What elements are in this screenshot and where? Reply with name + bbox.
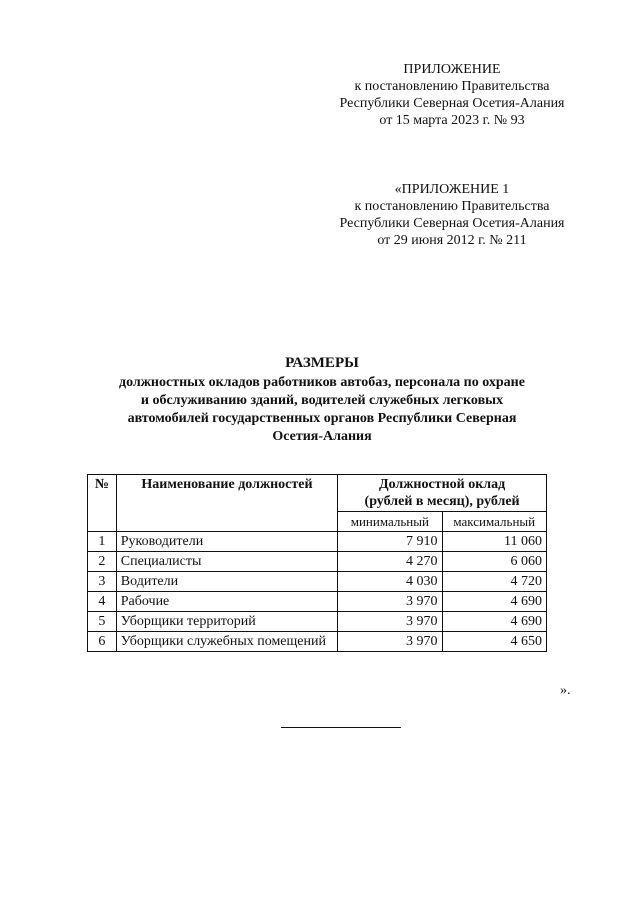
salary-header-line: Должностной оклад [378, 477, 506, 492]
salary-header-line: (рублей в месяц), рублей [364, 494, 520, 509]
row-minimum: 3 970 [338, 592, 442, 612]
row-maximum: 4 690 [442, 592, 547, 612]
document-subtitle-line: и обслуживанию зданий, водителей служебных легковых [140, 393, 504, 408]
row-minimum: 4 030 [338, 572, 442, 592]
row-number: 5 [88, 612, 117, 632]
row-minimum: 3 970 [338, 632, 442, 652]
row-number: 3 [88, 572, 117, 592]
table-header-row [88, 475, 547, 512]
row-position: Уборщики территорий [116, 612, 337, 632]
row-maximum: 4 720 [442, 572, 547, 592]
salary-table [87, 474, 547, 652]
annex-header-line: к постановлению Правительства [354, 79, 550, 94]
row-number: 4 [88, 592, 117, 612]
row-minimum: 3 970 [338, 612, 442, 632]
document-subtitle-line: автомобилей государственных органов Республики Северная [127, 411, 517, 426]
column-header-salary [338, 475, 547, 512]
row-position: Рабочие [116, 592, 337, 612]
row-number: 2 [88, 552, 117, 572]
referenced-annex-line: к постановлению Правительства [354, 199, 550, 214]
closing-quote-mark: ». [560, 683, 571, 698]
row-maximum: 4 650 [442, 632, 547, 652]
table-row [88, 552, 547, 572]
annex-header-line: Республики Северная Осетия-Алания [339, 96, 565, 111]
column-header-maximum: максимальный [442, 512, 547, 532]
row-number: 1 [88, 532, 117, 552]
column-header-position: Наименование должностей [116, 475, 337, 532]
referenced-annex-date: от 29 июня 2012 г. № 211 [377, 233, 527, 248]
annex-header-title: ПРИЛОЖЕНИЕ [403, 62, 501, 77]
row-position: Специалисты [116, 552, 337, 572]
row-maximum: 4 690 [442, 612, 547, 632]
referenced-annex-header [322, 181, 582, 249]
row-maximum: 11 060 [442, 532, 547, 552]
table-row [88, 612, 547, 632]
row-position: Руководители [116, 532, 337, 552]
row-maximum: 6 060 [442, 552, 547, 572]
document-subtitle-line: Осетия-Алания [272, 429, 372, 444]
row-minimum: 4 270 [338, 552, 442, 572]
annex-header-date: от 15 марта 2023 г. № 93 [379, 113, 525, 128]
document-heading: РАЗМЕРЫ [285, 355, 359, 371]
referenced-annex-title: «ПРИЛОЖЕНИЕ 1 [394, 182, 510, 197]
document-title [80, 354, 564, 446]
end-divider-line [281, 727, 401, 728]
row-minimum: 7 910 [338, 532, 442, 552]
column-header-minimum: минимальный [338, 512, 442, 532]
referenced-annex-line: Республики Северная Осетия-Алания [339, 216, 565, 231]
table-row [88, 572, 547, 592]
column-header-number: № [88, 475, 117, 532]
table-row [88, 632, 547, 652]
row-number: 6 [88, 632, 117, 652]
table-row [88, 592, 547, 612]
table-row [88, 532, 547, 552]
row-position: Уборщики служебных помещений [116, 632, 337, 652]
row-position: Водители [116, 572, 337, 592]
annex-header [322, 61, 582, 129]
document-subtitle-line: должностных окладов работников автобаз, персонала по охране [119, 375, 525, 390]
